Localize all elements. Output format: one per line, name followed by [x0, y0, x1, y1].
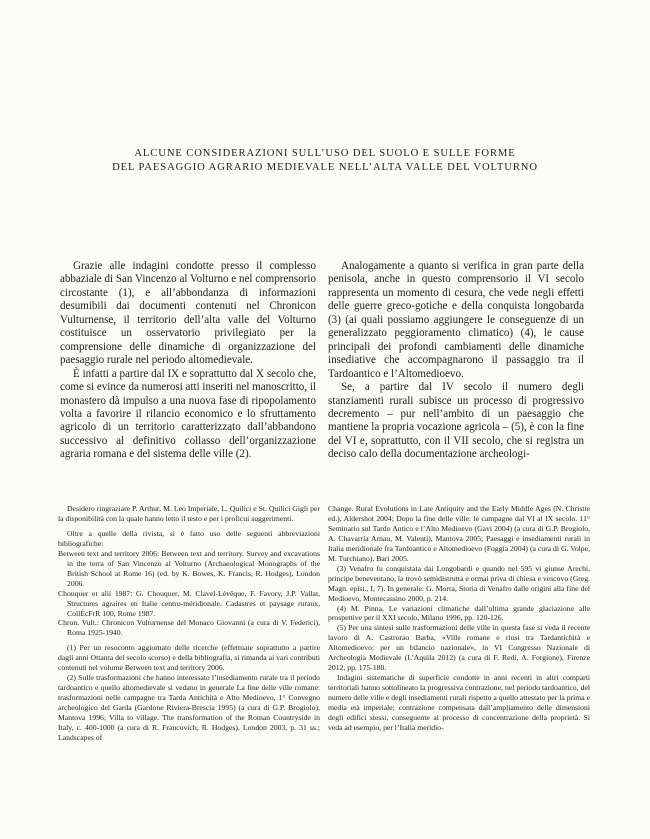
body-column-right	[328, 260, 584, 462]
footnotes-column-left	[58, 504, 320, 743]
body-column-left	[60, 260, 316, 462]
title-line-1: ALCUNE CONSIDERAZIONI SULL’USO DEL SUOLO E SULLE FORME	[134, 148, 516, 159]
body-paragraph: Se, a partire dal IV secolo il numero degli stanziamenti rurali subisce un processo di progressivo decremento – pur nell’ambito di un paesaggio che mantiene la propria vocazione agricola – (5), è con la fine del VI e, soprattutto, con il VII secolo, che si registra un deciso calo della documentazione archeologi-	[328, 381, 584, 461]
footnote-2-continued: Change. Rural Evolutions in Late Antiquity and the Early Middle Ages (N. Christie ed.), Aldershot 2004; Dopo la fine delle ville: le campagne dal VI al IX secolo. 11° Seminario sul Tardo Antico e l’Alto Medioevo (Gavi 2004) (a cura di G.P. Brogiolo, A. Chavarría Arnau, M. Valenti), Mantova 2005; Paesaggi e insediamenti rurali in Italia meridionale fra Tardoantico e Altomedioevo (Foggia 2004) (a cura di G. Volpe, M. Turchiano), Bari 2005.	[328, 504, 590, 563]
footnote-2: (2) Sulle trasformazioni che hanno interessato l’insediamento rurale tra il periodo tardoantico e quello altomedievale si vedano in generale La fine delle ville romane: trasformazioni nelle campagne tra Tarda Antichità e Alto Medioevo, 1° Convegno archeologico del Garda (Gardone Riviera-Brescia 1995) (a cura di G.P. Brogiolo), Mantova 1996; Villa to village. The transformation of the Roman Countryside in Italy, c. 400-1000 (a cura di R. Francovich, R. Hodges), London 2003, p. 31 ss.; Landscapes of	[58, 673, 320, 742]
abbreviation-entry: Between text and territory 2006: Between text and territory. Survey and excavations in the terra of San Vincenzo al Volturno (Archaeological Monographs of the British School at Rome 16) (ed. by K. Bowes, K. Francis, R. Hodges), London 2006.	[58, 548, 320, 588]
title-line-2: DEL PAESAGGIO AGRARIO MEDIEVALE NELL’ALTA VALLE DEL VOLTURNO	[112, 162, 538, 173]
body-paragraph: È infatti a partire dal IX e soprattutto dal X secolo che, come si evince da numerosi atti inseriti nel manoscritto, il monastero dà impulso a una nuova fase di ripopolamento volta a favorire il rilancio economico e lo sfruttamento agricolo di un territorio caratterizzato dall’abbandono successivo al definitivo collasso dell’organizzazione agraria romana e del sistema delle ville (2).	[60, 367, 316, 461]
abbreviations-intro: Oltre a quelle della rivista, si è fatto uso delle seguenti abbreviazioni bibliografiche:	[58, 528, 320, 548]
footnote-5-continued: Indagini sistematiche di superficie condotte in anni recenti in altri comparti territoriali hanno sottolineato la progressiva contrazione, nel periodo tardoantico, del numero delle ville e degli insediamenti rurali rispetto a quello attestato per la prima e media età imperiale; contrazione compensata dall’ampliamento delle dimensioni degli edifici stessi, conseguente al processo di concentrazione della proprietà. Si veda ad esempio, per l’Italia meridio-	[328, 673, 590, 732]
footnotes-column-right	[328, 504, 590, 733]
article-title	[0, 147, 650, 175]
footnote-5: (5) Per una sintesi sulle trasformazioni delle ville in questa fase si veda il recente lavoro di A. Castrorao Barba, «Ville romane e riusi tra Tardantichità e Altomedioevo: per un bilancio nazionale», in VI Congresso Nazionale di Archeologia Medievale (L’Aquila 2012) (a cura di F. Redi, A. Forgione), Firenze 2012, pp. 175-180.	[328, 623, 590, 673]
body-paragraph: Analogamente a quanto si verifica in gran parte della penisola, anche in questo comprensorio il VI secolo rappresenta un momento di cesura, che vede negli effetti delle guerre greco-gotiche e della conquista longobarda (3) (ai quali possiamo aggiungere le conseguenze di un generalizzato peggioramento climatico) (4), le cause principali dei profondi cambiamenti delle dinamiche insediative che accompagnarono il passaggio tra il Tardoantico e l’Altomedioevo.	[328, 260, 584, 380]
footnote-4: (4) M. Pinna, Le variazioni climatiche dall’ultima grande glaciazione alle prospettive per il XXI secolo, Milano 1996, pp. 120-126.	[328, 603, 590, 623]
footnote-1: (1) Per un resoconto aggiornato delle ricerche (effettuate soprattutto a partire dagli anni Ottanta del secolo scorso) e della bibliografia, si rimanda ai vari contributi contenuti nel volume Between text and territory 2006.	[58, 643, 320, 673]
abbreviation-entry: Chouquer et alii 1987: G. Chouquer, M. Clavel-Lévêque, F. Favory, J.P. Vallat, Structures agraires en Italie centro-méridionale. Cadastres et paysage ruraux, CollÉcFrR 100, Rome 1987.	[58, 588, 320, 618]
acknowledgement-note: Desidero ringraziare P. Arthur, M. Leo Imperiale, L. Quilici e St. Quilici Gigli per la disponibilità con la quale hanno letto il testo e per i proficui suggerimenti.	[58, 504, 320, 523]
footnote-3: (3) Venafro fu conquistata dai Longobardi e quando nel 595 vi giunse Arechi, principe beneventano, la trovò semidistrutta e ormai priva di chiesa e vescovo (Greg. Magn. epist., I, 7). In generale: G. Morra, Storia di Venafro dalle origini alla fine del Medioevo, Montecassino 2000, p. 214.	[328, 563, 590, 603]
body-paragraph: Grazie alle indagini condotte presso il complesso abbaziale di San Vincenzo al Volturno e nel comprensorio circostante (1), e all’abbondanza di informazioni desumibili dai documenti contenuti nel Chronicon Vulturnense, il territorio dell’alta valle del Volturno costituisce un osservatorio privilegiato per la comprensione delle dinamiche di organizzazione del paesaggio rurale nel periodo altomedievale.	[60, 260, 316, 367]
abbreviation-entry: Chron. Vult.: Chronicon Vulturnense del Monaco Giovanni (a cura di V. Federici), Roma 1925-1940.	[58, 618, 320, 638]
